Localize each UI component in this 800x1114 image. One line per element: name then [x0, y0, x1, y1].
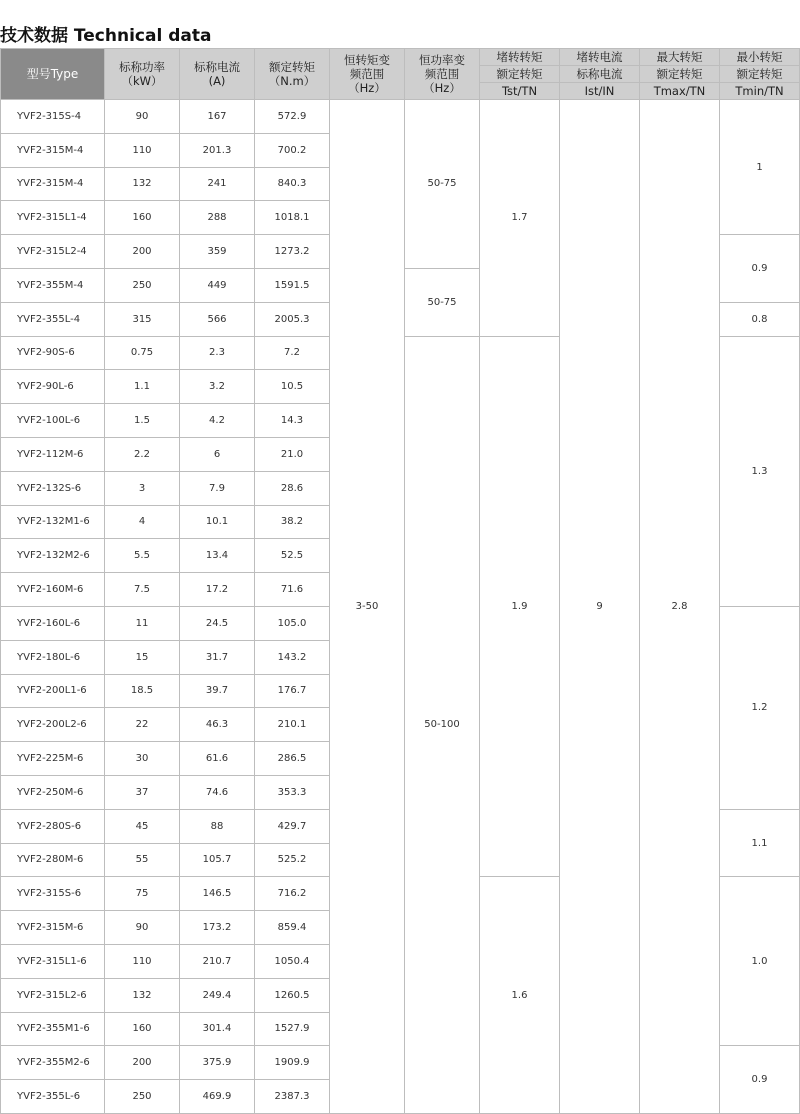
- header-power: [105, 49, 180, 100]
- cell-current: 2.3: [180, 336, 255, 370]
- cell-torque: 429.7: [255, 809, 330, 843]
- cell-torque: 21.0: [255, 437, 330, 471]
- cell-power: 3: [105, 471, 180, 505]
- cell-current: 288: [180, 201, 255, 235]
- cell-type: YVF2-315M-6: [1, 911, 105, 945]
- cell-current: 210.7: [180, 944, 255, 978]
- cell-torque: 1909.9: [255, 1046, 330, 1080]
- header-tst-ratio: Tst/TN: [480, 83, 560, 100]
- cell-current: 449: [180, 268, 255, 302]
- cell-torque: 859.4: [255, 911, 330, 945]
- cell-power: 160: [105, 1012, 180, 1046]
- cell-torque: 700.2: [255, 133, 330, 167]
- cell-power: 110: [105, 944, 180, 978]
- header-torque-unit: （N.m）: [268, 74, 316, 88]
- cell-torque: 210.1: [255, 708, 330, 742]
- cell-current: 4.2: [180, 404, 255, 438]
- header-cp-range-line2: 频范围: [424, 67, 460, 81]
- cell-tmin: 1.3: [720, 336, 800, 606]
- cell-power: 132: [105, 167, 180, 201]
- cell-torque: 143.2: [255, 640, 330, 674]
- cell-type: YVF2-90S-6: [1, 336, 105, 370]
- header-tst-line1: 堵转转矩: [480, 49, 560, 66]
- cell-type: YVF2-250M-6: [1, 775, 105, 809]
- cell-power: 1.1: [105, 370, 180, 404]
- cell-current: 39.7: [180, 674, 255, 708]
- cell-current: 301.4: [180, 1012, 255, 1046]
- cell-type: YVF2-315L1-4: [1, 201, 105, 235]
- cell-type: YVF2-355L-6: [1, 1080, 105, 1114]
- cell-ct-range: 3-50: [330, 100, 405, 1114]
- header-cp-range: [405, 49, 480, 100]
- cell-torque: 38.2: [255, 505, 330, 539]
- cell-power: 250: [105, 1080, 180, 1114]
- cell-tmin: 1.1: [720, 809, 800, 877]
- cell-tmax: 2.8: [640, 100, 720, 1114]
- header-tmax-ratio: Tmax/TN: [640, 83, 720, 100]
- cell-torque: 1018.1: [255, 201, 330, 235]
- header-ist-line2: 标称电流: [560, 66, 640, 83]
- cell-type: YVF2-132M1-6: [1, 505, 105, 539]
- header-tmax-line2: 额定转矩: [640, 66, 720, 83]
- cell-ist: 9: [560, 100, 640, 1114]
- header-ist-ratio: Ist/IN: [560, 83, 640, 100]
- page-title: 技术数据 Technical data: [0, 26, 212, 46]
- cell-current: 88: [180, 809, 255, 843]
- header-tmin-line2: 额定转矩: [720, 66, 800, 83]
- cell-torque: 71.6: [255, 573, 330, 607]
- cell-current: 46.3: [180, 708, 255, 742]
- header-torque-line: 额定转矩: [269, 60, 315, 74]
- cell-type: YVF2-280M-6: [1, 843, 105, 877]
- header-current-line: 标称电流: [194, 60, 240, 74]
- cell-current: 10.1: [180, 505, 255, 539]
- cell-torque: 28.6: [255, 471, 330, 505]
- cell-torque: 525.2: [255, 843, 330, 877]
- cell-torque: 10.5: [255, 370, 330, 404]
- cell-current: 359: [180, 235, 255, 269]
- cell-type: YVF2-200L1-6: [1, 674, 105, 708]
- cell-power: 250: [105, 268, 180, 302]
- cell-current: 249.4: [180, 978, 255, 1012]
- cell-power: 132: [105, 978, 180, 1012]
- header-type: 型号Type: [1, 49, 105, 100]
- cell-current: 24.5: [180, 606, 255, 640]
- header-current: [180, 49, 255, 100]
- cell-torque: 1260.5: [255, 978, 330, 1012]
- cell-torque: 716.2: [255, 877, 330, 911]
- cell-torque: 7.2: [255, 336, 330, 370]
- cell-power: 15: [105, 640, 180, 674]
- cell-current: 375.9: [180, 1046, 255, 1080]
- cell-power: 55: [105, 843, 180, 877]
- header-ct-range-line2: 频范围: [349, 67, 385, 81]
- cell-power: 45: [105, 809, 180, 843]
- header-tmin-line1: 最小转矩: [720, 49, 800, 66]
- cell-current: 74.6: [180, 775, 255, 809]
- cell-type: YVF2-355M-4: [1, 268, 105, 302]
- cell-cp-range: 50-75: [405, 100, 480, 269]
- cell-power: 7.5: [105, 573, 180, 607]
- cell-tmin: 1.2: [720, 606, 800, 809]
- cell-type: YVF2-225M-6: [1, 742, 105, 776]
- table-header: [1, 49, 800, 100]
- cell-current: 146.5: [180, 877, 255, 911]
- cell-torque: 2005.3: [255, 302, 330, 336]
- cell-power: 75: [105, 877, 180, 911]
- cell-torque: 572.9: [255, 100, 330, 134]
- table-body: [1, 100, 800, 1114]
- cell-power: 22: [105, 708, 180, 742]
- cell-type: YVF2-200L2-6: [1, 708, 105, 742]
- cell-torque: 176.7: [255, 674, 330, 708]
- cell-current: 469.9: [180, 1080, 255, 1114]
- header-ct-range: [330, 49, 405, 100]
- cell-torque: 2387.3: [255, 1080, 330, 1114]
- cell-power: 315: [105, 302, 180, 336]
- cell-current: 3.2: [180, 370, 255, 404]
- cell-tmin: 1.0: [720, 877, 800, 1046]
- header-ist-line1: 堵转电流: [560, 49, 640, 66]
- cell-type: YVF2-280S-6: [1, 809, 105, 843]
- technical-data-table: [0, 48, 800, 1114]
- cell-current: 7.9: [180, 471, 255, 505]
- cell-tmin: 1: [720, 100, 800, 235]
- header-power-line: 标称功率: [119, 60, 165, 74]
- cell-type: YVF2-355M1-6: [1, 1012, 105, 1046]
- header-ct-range-line1: 恒转矩变: [344, 53, 390, 67]
- cell-type: YVF2-355L-4: [1, 302, 105, 336]
- cell-torque: 1050.4: [255, 944, 330, 978]
- cell-power: 4: [105, 505, 180, 539]
- cell-type: YVF2-132S-6: [1, 471, 105, 505]
- cell-current: 566: [180, 302, 255, 336]
- header-cp-range-line1: 恒功率变: [419, 53, 465, 67]
- cell-type: YVF2-100L-6: [1, 404, 105, 438]
- cell-type: YVF2-112M-6: [1, 437, 105, 471]
- cell-tmin: 0.8: [720, 302, 800, 336]
- table-row: [1, 100, 800, 134]
- cell-torque: 840.3: [255, 167, 330, 201]
- cell-current: 201.3: [180, 133, 255, 167]
- cell-torque: 353.3: [255, 775, 330, 809]
- cell-torque: 1527.9: [255, 1012, 330, 1046]
- cell-torque: 1591.5: [255, 268, 330, 302]
- cell-torque: 1273.2: [255, 235, 330, 269]
- cell-type: YVF2-180L-6: [1, 640, 105, 674]
- header-ct-range-unit: （Hz）: [348, 81, 386, 95]
- cell-current: 105.7: [180, 843, 255, 877]
- cell-torque: 14.3: [255, 404, 330, 438]
- cell-current: 13.4: [180, 539, 255, 573]
- cell-current: 6: [180, 437, 255, 471]
- cell-tst: 1.9: [480, 336, 560, 877]
- cell-tmin: 0.9: [720, 1046, 800, 1114]
- header-current-unit: (A): [208, 74, 226, 88]
- cell-power: 37: [105, 775, 180, 809]
- cell-power: 5.5: [105, 539, 180, 573]
- cell-current: 31.7: [180, 640, 255, 674]
- cell-tst: 1.7: [480, 100, 560, 337]
- cell-power: 110: [105, 133, 180, 167]
- cell-power: 11: [105, 606, 180, 640]
- cell-torque: 52.5: [255, 539, 330, 573]
- header-power-unit: （kW）: [121, 74, 163, 88]
- header-tmax-line1: 最大转矩: [640, 49, 720, 66]
- cell-type: YVF2-315M-4: [1, 167, 105, 201]
- cell-power: 200: [105, 1046, 180, 1080]
- cell-power: 0.75: [105, 336, 180, 370]
- cell-current: 17.2: [180, 573, 255, 607]
- cell-power: 18.5: [105, 674, 180, 708]
- cell-power: 30: [105, 742, 180, 776]
- header-tst-line2: 额定转矩: [480, 66, 560, 83]
- cell-type: YVF2-315L1-6: [1, 944, 105, 978]
- cell-power: 90: [105, 100, 180, 134]
- cell-type: YVF2-355M2-6: [1, 1046, 105, 1080]
- cell-power: 2.2: [105, 437, 180, 471]
- cell-type: YVF2-315M-4: [1, 133, 105, 167]
- header-cp-range-unit: （Hz）: [423, 81, 461, 95]
- header-tmin-ratio: Tmin/TN: [720, 83, 800, 100]
- cell-current: 173.2: [180, 911, 255, 945]
- cell-torque: 105.0: [255, 606, 330, 640]
- cell-cp-range: 50-100: [405, 336, 480, 1113]
- cell-type: YVF2-90L-6: [1, 370, 105, 404]
- cell-current: 167: [180, 100, 255, 134]
- cell-tmin: 0.9: [720, 235, 800, 303]
- cell-type: YVF2-315L2-4: [1, 235, 105, 269]
- cell-current: 61.6: [180, 742, 255, 776]
- header-torque: [255, 49, 330, 100]
- cell-tst: 1.6: [480, 877, 560, 1114]
- cell-power: 1.5: [105, 404, 180, 438]
- cell-type: YVF2-315L2-6: [1, 978, 105, 1012]
- cell-power: 200: [105, 235, 180, 269]
- cell-cp-range: 50-75: [405, 268, 480, 336]
- cell-type: YVF2-315S-4: [1, 100, 105, 134]
- cell-current: 241: [180, 167, 255, 201]
- cell-type: YVF2-132M2-6: [1, 539, 105, 573]
- cell-torque: 286.5: [255, 742, 330, 776]
- cell-type: YVF2-315S-6: [1, 877, 105, 911]
- cell-type: YVF2-160M-6: [1, 573, 105, 607]
- cell-power: 160: [105, 201, 180, 235]
- cell-power: 90: [105, 911, 180, 945]
- cell-type: YVF2-160L-6: [1, 606, 105, 640]
